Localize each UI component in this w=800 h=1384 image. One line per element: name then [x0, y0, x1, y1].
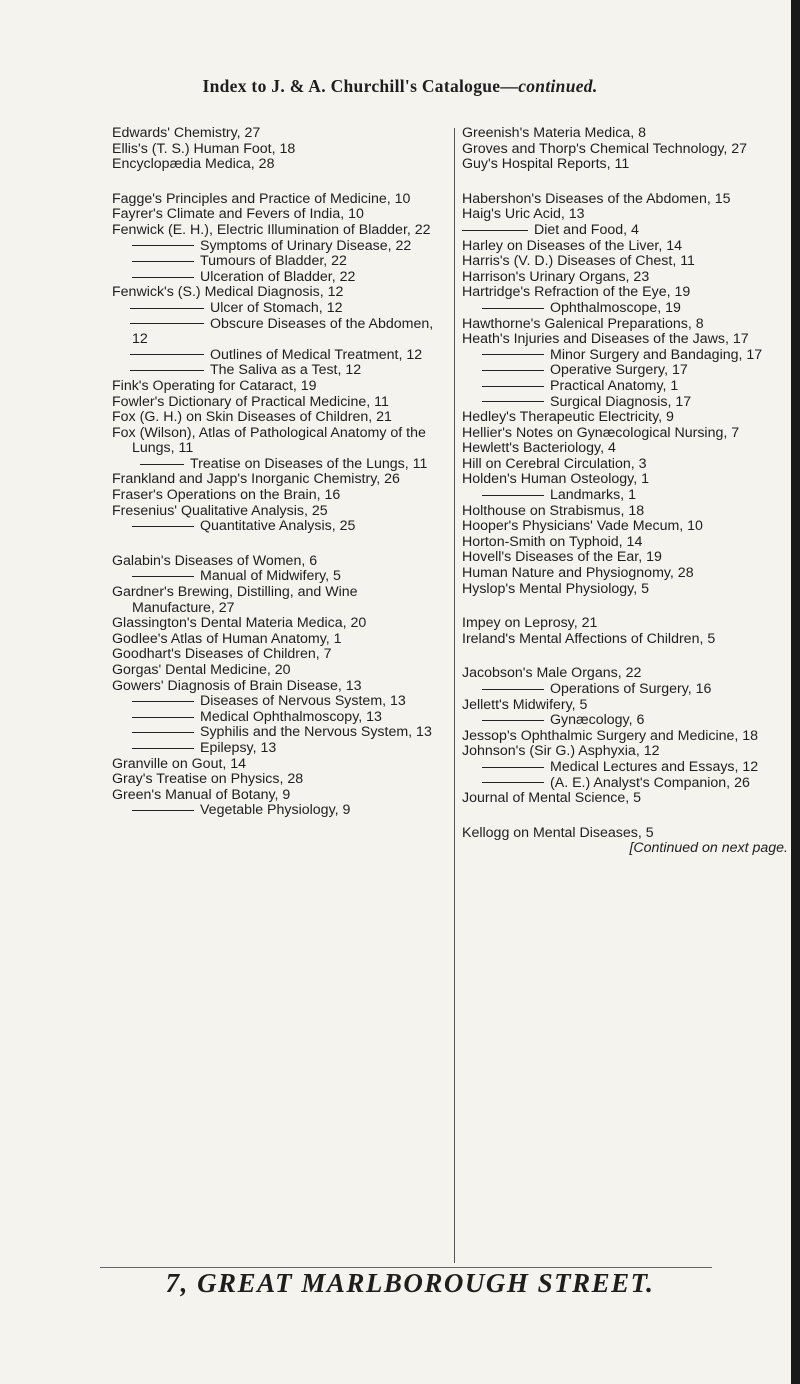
entry-text: Granville on Gout, 14 — [112, 755, 247, 772]
entry-text: Harley on Diseases of the Liver, 14 — [462, 237, 683, 254]
entry-text: Hewlett's Bacteriology, 4 — [462, 440, 616, 457]
right-index-entry — [462, 550, 792, 566]
entry-text: Hawthorne's Galenical Preparations, 8 — [462, 315, 704, 332]
right-index-entry — [462, 729, 792, 745]
right-index-entry — [462, 426, 792, 442]
page-header — [100, 76, 700, 97]
entry-text: Syphilis and the Nervous System, 13 — [200, 724, 432, 741]
right-index-entry — [462, 791, 792, 807]
entry-text: Godlee's Atlas of Human Anatomy, 1 — [112, 630, 342, 647]
section-gap — [112, 173, 442, 192]
header-continued: continued. — [518, 76, 598, 96]
entry-text: Operative Surgery, 17 — [550, 362, 688, 379]
right-index-entry — [462, 488, 792, 504]
left-index-entry — [112, 254, 442, 270]
right-index-entry — [462, 632, 792, 648]
ditto-dash — [132, 701, 194, 702]
right-index-entry — [462, 254, 792, 270]
ditto-dash — [482, 386, 544, 387]
entry-text: Diseases of Nervous System, 13 — [200, 693, 406, 710]
right-index-entry — [462, 457, 792, 473]
section-gap — [462, 647, 792, 666]
entry-text: The Saliva as a Test, 12 — [210, 362, 362, 379]
entry-text: Haig's Uric Acid, 13 — [462, 206, 585, 223]
entry-text: Minor Surgery and Bandaging, 17 — [550, 346, 763, 363]
left-index-entry — [112, 741, 442, 757]
ditto-dash — [132, 526, 194, 527]
entry-text: Kellogg on Mental Diseases, 5 — [462, 824, 654, 841]
entry-text: Edwards' Chemistry, 27 — [112, 125, 261, 141]
ditto-dash — [132, 717, 194, 718]
ditto-dash — [130, 323, 204, 324]
left-index-entry — [112, 803, 442, 819]
right-index-entry — [462, 760, 792, 776]
entry-text: Tumours of Bladder, 22 — [200, 253, 347, 270]
ditto-dash — [482, 354, 544, 355]
left-index-entry — [112, 142, 442, 158]
right-index-entry — [462, 379, 792, 395]
ditto-dash — [132, 245, 194, 246]
ditto-dash — [482, 720, 544, 721]
entry-text: Greenish's Materia Medica, 8 — [462, 125, 647, 141]
right-index-entry — [462, 472, 792, 488]
entry-text: Ophthalmoscope, 19 — [550, 299, 681, 316]
ditto-dash — [482, 689, 544, 690]
entry-text: Horton-Smith on Typhoid, 14 — [462, 533, 643, 550]
right-index-entry — [462, 616, 792, 632]
entry-text: Epilepsy, 13 — [200, 739, 277, 756]
right-index-entry — [462, 776, 792, 792]
right-index-entry — [462, 126, 792, 142]
left-index-entry — [112, 363, 442, 379]
left-index-entry — [112, 348, 442, 364]
left-index-entry — [112, 457, 442, 473]
right-index-entry — [462, 301, 792, 317]
entry-text: Hooper's Physicians' Vade Mecum, 10 — [462, 518, 703, 535]
entry-text: Jellett's Midwifery, 5 — [462, 696, 588, 713]
section-gap — [462, 597, 792, 616]
entry-text: Ellis's (T. S.) Human Foot, 18 — [112, 140, 296, 157]
right-index-entry — [462, 582, 792, 598]
left-index-entry — [112, 426, 442, 457]
entry-text: Jacobson's Male Organs, 22 — [462, 665, 642, 682]
left-index-entry — [112, 301, 442, 317]
entry-text: Treatise on Diseases of the Lungs, 11 — [190, 455, 428, 472]
entry-text: Medical Ophthalmoscopy, 13 — [200, 708, 382, 725]
entry-text: Habershon's Diseases of the Abdomen, 15 — [462, 190, 731, 207]
right-index-entry — [462, 698, 792, 714]
entry-text: Heath's Injuries and Diseases of the Jaws, 17 — [462, 331, 749, 348]
right-index-entry — [462, 682, 792, 698]
right-index-entry — [462, 332, 792, 348]
left-index-entry — [112, 632, 442, 648]
entry-text: Practical Anatomy, 1 — [550, 377, 679, 394]
entry-text: Groves and Thorp's Chemical Technology, 27 — [462, 140, 748, 157]
left-index-entry — [112, 616, 442, 632]
left-index-entry — [112, 379, 442, 395]
right-index-entry — [462, 348, 792, 364]
ditto-dash — [482, 782, 544, 783]
entry-text: Fenwick's (S.) Medical Diagnosis, 12 — [112, 284, 344, 301]
entry-text: Galabin's Diseases of Women, 6 — [112, 552, 318, 569]
left-index-entry — [112, 757, 442, 773]
entry-text: Guy's Hospital Reports, 11 — [462, 156, 630, 173]
entry-text: (A. E.) Analyst's Companion, 26 — [550, 774, 750, 791]
entry-text: Fowler's Dictionary of Practical Medicine, 11 — [112, 393, 389, 410]
left-index-entry — [112, 663, 442, 679]
right-index-entry — [462, 744, 792, 760]
entry-text: Fagge's Principles and Practice of Medicine, 10 — [112, 190, 411, 207]
ditto-dash — [140, 464, 184, 465]
entry-text: Jessop's Ophthalmic Surgery and Medicine, 18 — [462, 727, 759, 744]
entry-text: Impey on Leprosy, 21 — [462, 615, 598, 632]
right-index-entry — [462, 270, 792, 286]
right-index-entry — [462, 239, 792, 255]
continued-note: [Continued on next page. — [629, 840, 788, 857]
right-index-entry — [462, 504, 792, 520]
left-index-entry — [112, 157, 442, 173]
right-index-entry — [462, 566, 792, 582]
entry-text: Hartridge's Refraction of the Eye, 19 — [462, 284, 691, 301]
left-column — [112, 126, 442, 819]
left-index-entry — [112, 395, 442, 411]
right-index-entry — [462, 410, 792, 426]
right-index-entry — [462, 285, 792, 301]
left-index-entry — [112, 239, 442, 255]
entry-text: Hill on Cerebral Circulation, 3 — [462, 455, 647, 472]
left-index-entry — [112, 519, 442, 535]
left-index-entry — [112, 126, 442, 142]
header-title: Index to J. & A. Churchill's Catalogue— — [202, 76, 519, 96]
left-index-entry — [112, 710, 442, 726]
entry-text: Hovell's Diseases of the Ear, 19 — [462, 549, 662, 566]
entry-text: Green's Manual of Botany, 9 — [112, 786, 291, 803]
entry-text: Holthouse on Strabismus, 18 — [462, 502, 645, 519]
ditto-dash — [482, 370, 544, 371]
entry-text: Landmarks, 1 — [550, 487, 636, 504]
entry-text: Diet and Food, 4 — [534, 221, 639, 238]
right-index-entry — [462, 142, 792, 158]
entry-text: Vegetable Physiology, 9 — [200, 802, 351, 819]
entry-text: Operations of Surgery, 16 — [550, 681, 712, 697]
left-index-entry — [112, 410, 442, 426]
footer-address: 7, GREAT MARLBOROUGH STREET. — [165, 1268, 655, 1298]
left-index-entry — [112, 679, 442, 695]
entry-text: Fraser's Operations on the Brain, 16 — [112, 487, 341, 504]
ditto-dash — [482, 495, 544, 496]
left-index-entry — [112, 223, 442, 239]
entry-text: Fenwick (E. H.), Electric Illumination of Bladder, 22 — [112, 221, 431, 238]
entry-text: Hyslop's Mental Physiology, 5 — [462, 580, 649, 597]
entry-text: Glassington's Dental Materia Medica, 20 — [112, 615, 367, 632]
entry-text: Frankland and Japp's Inorganic Chemistry, 26 — [112, 471, 400, 488]
entry-text: Manual of Midwifery, 5 — [200, 568, 341, 585]
entry-text: Encyclopædia Medica, 28 — [112, 156, 275, 173]
ditto-dash — [482, 767, 544, 768]
entry-text: Gowers' Diagnosis of Brain Disease, 13 — [112, 677, 362, 694]
left-index-entry — [112, 788, 442, 804]
ditto-dash — [130, 308, 204, 309]
entry-text: Ulceration of Bladder, 22 — [200, 268, 356, 285]
left-index-entry — [112, 192, 442, 208]
ditto-dash — [132, 810, 194, 811]
ditto-dash — [132, 732, 194, 733]
entry-text: Harrison's Urinary Organs, 23 — [462, 268, 650, 285]
section-gap — [462, 807, 792, 826]
ditto-dash — [132, 576, 194, 577]
right-index-entry — [462, 207, 792, 223]
ditto-dash — [132, 748, 194, 749]
entry-text: Fink's Operating for Cataract, 19 — [112, 377, 317, 394]
entry-text: Fox (Wilson), Atlas of Pathological Anatomy of the Lungs, 11 — [112, 424, 426, 457]
left-index-entry — [112, 694, 442, 710]
right-index-entry — [462, 713, 792, 729]
section-gap — [462, 173, 792, 192]
right-index-entry — [462, 395, 792, 411]
right-index-entry — [462, 317, 792, 333]
entry-text: Fox (G. H.) on Skin Diseases of Children, 21 — [112, 409, 392, 426]
right-index-entry — [462, 826, 792, 842]
entry-text: Hedley's Therapeutic Electricity, 9 — [462, 409, 674, 426]
right-index-entry — [462, 519, 792, 535]
column-divider — [454, 128, 455, 1263]
ditto-dash — [130, 354, 204, 355]
entry-text: Fayrer's Climate and Fevers of India, 10 — [112, 206, 364, 223]
entry-text: Fresenius' Qualitative Analysis, 25 — [112, 502, 328, 519]
entry-text: Gardner's Brewing, Distilling, and Wine Manufacture, 27 — [112, 584, 358, 616]
entry-text: Gorgas' Dental Medicine, 20 — [112, 662, 291, 678]
entry-text: Goodhart's Diseases of Children, 7 — [112, 646, 332, 663]
right-index-entry — [462, 192, 792, 208]
entry-text: Ireland's Mental Affections of Children, 5 — [462, 630, 716, 647]
page-edge — [791, 0, 800, 1384]
right-index-entry — [462, 441, 792, 457]
right-index-entry — [462, 363, 792, 379]
ditto-dash — [462, 230, 528, 231]
right-index-entry — [462, 535, 792, 551]
entry-text: Harris's (V. D.) Diseases of Chest, 11 — [462, 253, 695, 270]
entry-text: Obscure Diseases of the Abdomen, 12 — [132, 315, 434, 348]
left-index-entry — [112, 270, 442, 286]
entry-text: Hellier's Notes on Gynæcological Nursing, 7 — [462, 424, 740, 441]
left-index-entry — [112, 647, 442, 663]
ditto-dash — [130, 370, 204, 371]
left-index-entry — [112, 285, 442, 301]
entry-text: Holden's Human Osteology, 1 — [462, 471, 649, 488]
left-index-entry — [112, 585, 442, 616]
entry-text: Journal of Mental Science, 5 — [462, 790, 642, 807]
section-gap — [112, 535, 442, 554]
entry-text: Surgical Diagnosis, 17 — [550, 393, 692, 410]
right-column — [462, 126, 792, 857]
left-index-entry — [112, 504, 442, 520]
left-index-entry — [112, 472, 442, 488]
entry-text: Ulcer of Stomach, 12 — [210, 299, 343, 316]
entry-text: Quantitative Analysis, 25 — [200, 518, 356, 535]
entry-text: Johnson's (Sir G.) Asphyxia, 12 — [462, 743, 660, 760]
left-index-entry — [112, 207, 442, 223]
ditto-dash — [132, 277, 194, 278]
entry-text: Symptoms of Urinary Disease, 22 — [200, 237, 412, 254]
left-index-entry — [112, 317, 442, 348]
left-index-entry — [112, 569, 442, 585]
left-index-entry — [112, 772, 442, 788]
left-index-entry — [112, 488, 442, 504]
ditto-dash — [482, 308, 544, 309]
right-index-entry — [462, 223, 792, 239]
right-index-entry — [462, 666, 792, 682]
right-index-entry — [462, 157, 792, 173]
left-index-entry — [112, 554, 442, 570]
ditto-dash — [482, 401, 544, 402]
entry-text: Human Nature and Physiognomy, 28 — [462, 565, 694, 582]
left-index-entry — [112, 725, 442, 741]
entry-text: Outlines of Medical Treatment, 12 — [210, 346, 423, 363]
entry-text: Medical Lectures and Essays, 12 — [550, 758, 759, 775]
entry-text: Gray's Treatise on Physics, 28 — [112, 771, 304, 788]
entry-text: Gynæcology, 6 — [550, 712, 645, 729]
ditto-dash — [132, 261, 194, 262]
